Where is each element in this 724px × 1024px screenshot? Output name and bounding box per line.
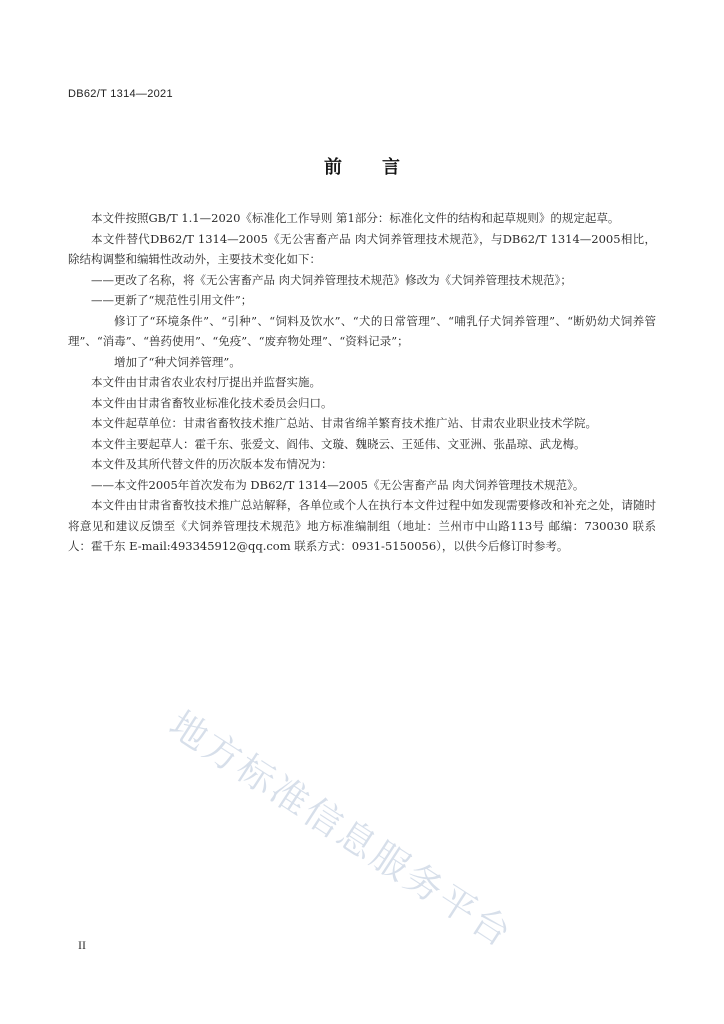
paragraph-committee: 本文件由甘肃省畜牧业标准化技术委员会归口。 [91, 395, 333, 410]
paragraph-drafters: 本文件主要起草人：霍千东、张爱文、阎伟、文璇、魏晓云、王延伟、文亚洲、张晶琼、武龙梅。 [91, 436, 586, 451]
page-title: 前言 [324, 157, 440, 178]
paragraph-revised-sections: 修订了“环境条件”、“引种”、“饲料及饮水”、“犬的日常管理”、“哺乳仔犬饲养管理”、“断奶幼犬饲养管理”、“消毒”、“兽药使用”、“免疫”、“废弃物处理”、“资料记录”； [68, 313, 656, 348]
paragraph-history-item: ——本文件2005年首次发布为 DB62/T 1314—2005《无公害畜产品 肉犬饲养管理技术规范》。 [91, 477, 585, 492]
paragraph-change-name: ——更改了名称，将《无公害畜产品 肉犬饲养管理技术规范》修改为《犬饲养管理技术规范》； [91, 272, 572, 287]
foreword-body [68, 208, 656, 557]
paragraph-history-intro: 本文件及其所代替文件的历次版本发布情况为： [91, 457, 333, 471]
watermark-text: 地方标准信息服务平台 [161, 702, 521, 957]
paragraph-interpretation: 本文件由甘肃省畜牧技术推广总站解释，各单位或个人在执行本文件过程中如发现需要修改和补充之处，请随时将意见和建议反馈至《犬饲养管理技术规范》地方标准编制组（地址：兰州市中山路113号 邮编：730030 联系人：霍千东 E-mail:493345912@qq.com 联系方式：0931-5150056），以供今后修订时参考。 [68, 498, 656, 553]
document-code: DB62/T 1314—2021 [68, 88, 173, 100]
paragraph-added-section: 增加了“种犬饲养管理”。 [114, 354, 241, 369]
paragraph-drafting-units: 本文件起草单位：甘肃省畜牧技术推广总站、甘肃省绵羊繁育技术推广站、甘肃农业职业技术学院。 [91, 416, 597, 430]
paragraph-drafting-rules: 本文件按照GB/T 1.1—2020《标准化工作导则 第1部分：标准化文件的结构和起草规则》的规定起草。 [91, 211, 620, 225]
paragraph-change-references: ——更新了“规范性引用文件”； [91, 293, 253, 307]
page-number: II [78, 938, 86, 952]
paragraph-replacement: 本文件替代DB62/T 1314—2005《无公害畜产品 肉犬饲养管理技术规范》，与DB62/T 1314—2005相比，除结构调整和编辑性改动外，主要技术变化如下： [68, 231, 656, 266]
paragraph-proposer: 本文件由甘肃省农业农村厅提出并监督实施。 [91, 375, 321, 389]
